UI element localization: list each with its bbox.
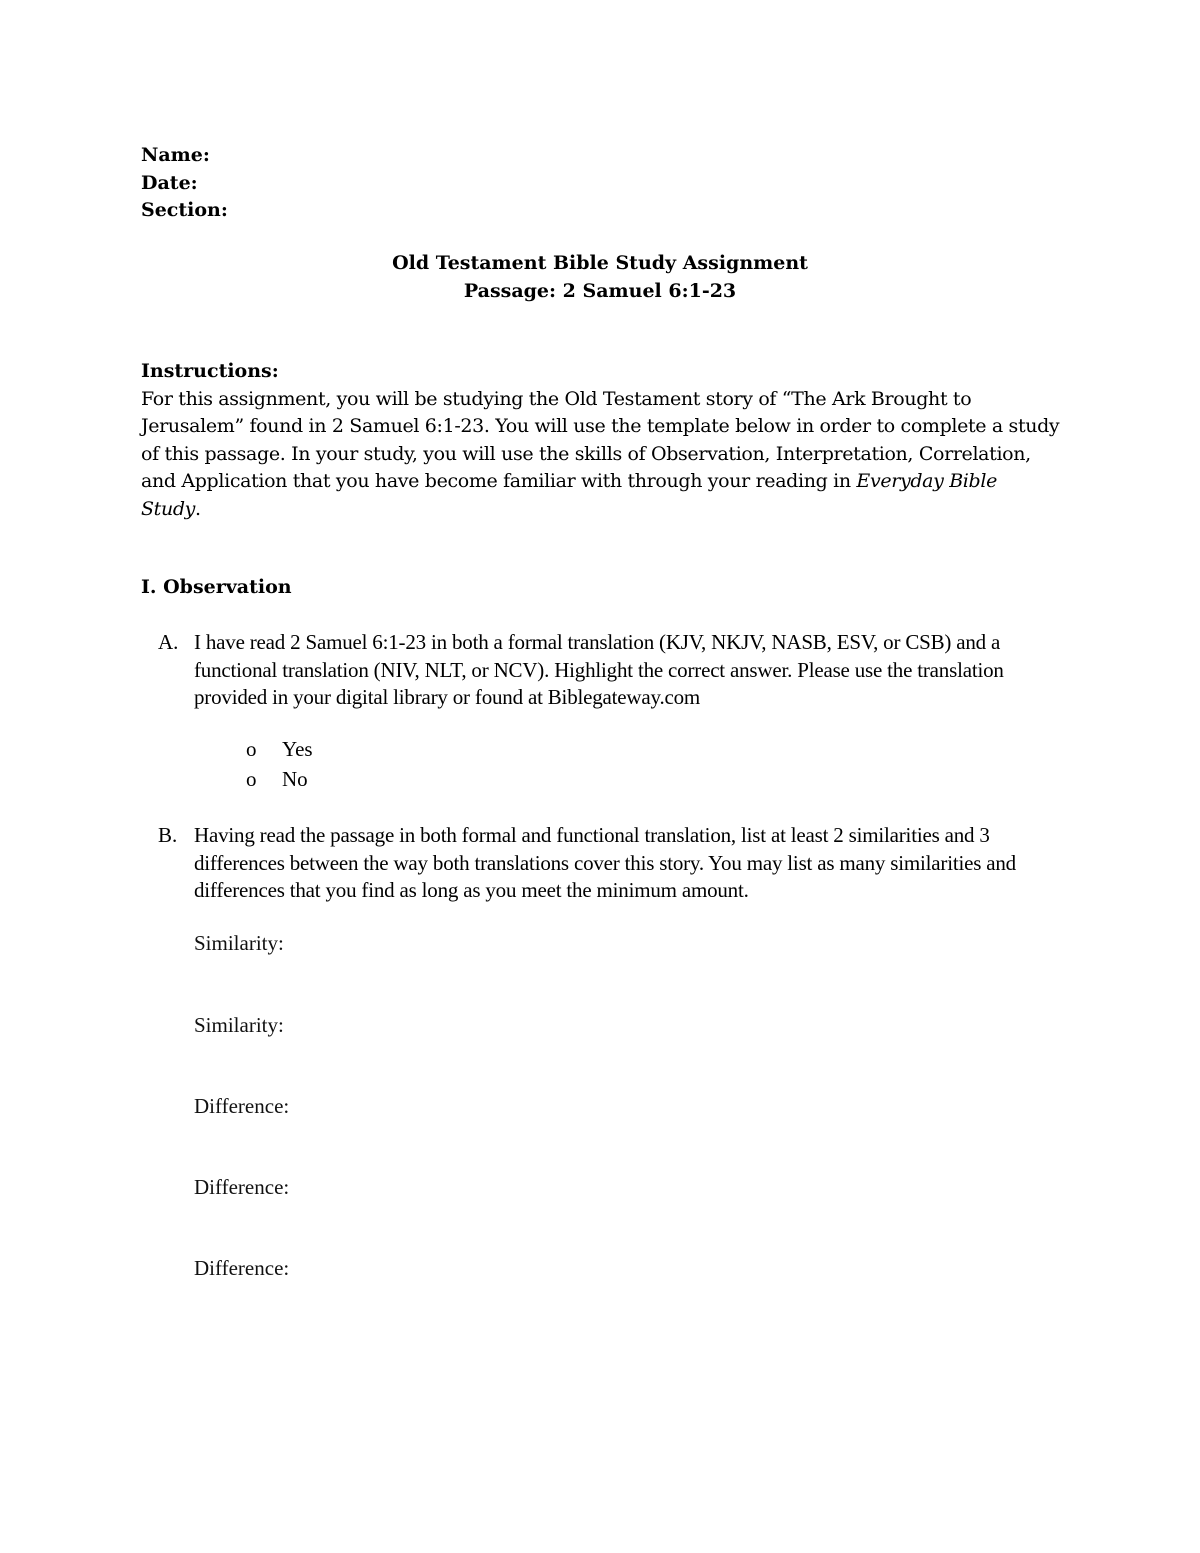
instructions-end: . (195, 497, 201, 520)
title-line-1: Old Testament Bible Study Assignment (392, 252, 808, 274)
date-label: Date: (141, 171, 198, 194)
item-a-text: I have read 2 Samuel 6:1-23 in both a formal translation (KJV, NKJV, NASB, ESV, or CSB) and a functional translation (NIV, NLT, or NCV). Highlight the correct answer. Please use the translation provided in your digital library or found at Biblegateway.com (194, 630, 1004, 709)
difference-field-2: Difference: (194, 1175, 290, 1199)
item-a-marker: A. (158, 630, 179, 654)
option-yes-label: Yes (282, 737, 313, 761)
circle-bullet-icon: o (246, 737, 257, 761)
instructions-text: For this assignment, you will be studying the Old Testament story of “The Ark Brought to Jerusalem” found in 2 Samuel 6:1-23. You will use the template below in order to complete a study of this passage. In your study, you will use the skills of Observation, Interpretation, Correlation, and Application that you have become familiar with through your reading in (141, 387, 1060, 492)
option-no-label: No (282, 767, 308, 791)
instructions-body (141, 386, 1061, 524)
title-line-2: Passage: 2 Samuel 6:1-23 (463, 279, 737, 302)
similarity-field-1: Similarity: (194, 931, 284, 955)
item-b-text: Having read the passage in both formal and functional translation, list at least 2 similarities and 3 differences between the way both translations cover this story. You may list as many similarities and differences that you find as long as you meet the minimum amount. (194, 823, 1016, 902)
book-title: Everyday Bible Study (141, 470, 997, 520)
difference-field-1: Difference: (194, 1094, 290, 1118)
assignment-title (0, 250, 1200, 305)
item-b-marker: B. (158, 823, 178, 847)
similarity-field-2: Similarity: (194, 1013, 284, 1037)
instructions-label: Instructions: (141, 360, 279, 382)
name-label: Name: (141, 144, 210, 166)
observation-heading: I. Observation (141, 576, 292, 598)
instructions-block (141, 358, 1061, 523)
option-no[interactable] (246, 766, 308, 794)
option-yes[interactable] (246, 736, 313, 764)
student-info-fields (141, 142, 228, 225)
circle-bullet-icon: o (246, 767, 257, 791)
section-label: Section: (141, 199, 228, 221)
difference-field-3: Difference: (194, 1256, 290, 1280)
